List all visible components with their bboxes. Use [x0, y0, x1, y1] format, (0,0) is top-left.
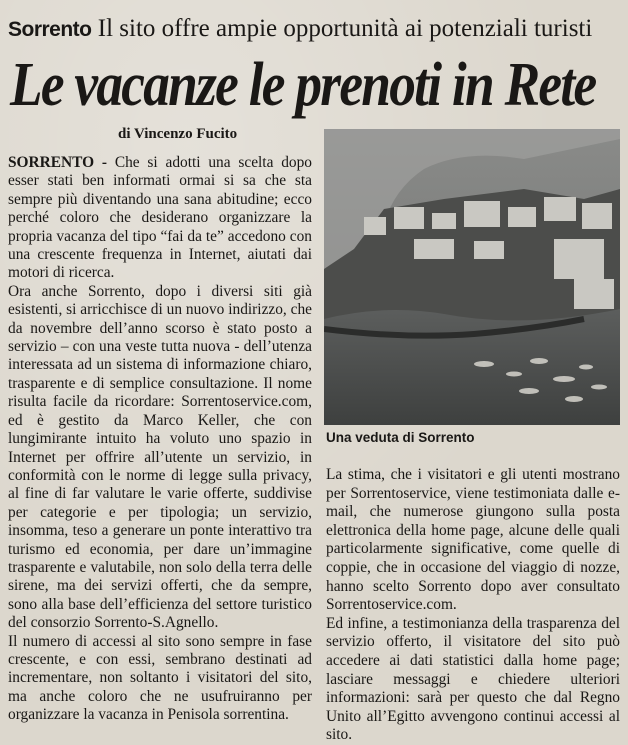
paragraph [8, 154, 312, 283]
kicker-text: Il sito offre ampie opportunità ai potenziali turisti [97, 15, 593, 42]
paragraph-text: Che si adotti una scelta dopo esser stati ben informati ormai si sa che sta sempre più diventando una sana abitudine; ecco perché coloro che desiderano organizzare la propria vacanza del tipo “fai da te” accedono con una crescente frequenza in Internet, aiutati dai motori di ricerca. [8, 154, 312, 282]
paragraph: Ora anche Sorrento, dopo i diversi siti già esistenti, si arricchisce di un nuovo indirizzo, che da novembre dell’anno scorso è stato posto a servizio – con una veste tutta nuova - dell’utenza interessata ad un sistema di informazione chiaro, trasparente e di semplice consultazione. Il nome risulta facile da ricordare: Sorrentoservice.com, ed è gestito da Marco Keller, che con lungimirante intuito ha voluto uno spazio in Internet per offrire all’utente un servizio, in conformità con le norme di legge sulla privacy, al fine di far valutare le varie offerte, suddivise per categorie e per tipologia; un servizio, insomma, teso a generare un ponte interattivo tra turismo ed economia, per dare un’immagine trasparente e valutabile, non solo della terra delle sirene, ma dei servizi offerti, che da sempre, sono alla base dell’efficienza del settore turistico del consorzio Sorrento-S.Agnello. [8, 282, 312, 632]
kicker-place: Sorrento [8, 18, 92, 41]
paragraph: La stima, che i visitatori e gli utenti mostrano per Sorrentoservice, viene testimoniata dalle e-mail, che numerose giungono sulla posta elettronica della home page, alcune delle quali particolarmente significative, come quelle di coppie, che in occasione del viaggio di nozze, hanno scelto Sorrento dopo aver consultato Sorrentoservice.com. [326, 466, 620, 614]
dateline: SORRENTO - [8, 154, 108, 171]
right-column [326, 466, 620, 745]
photo-sorrento-view [324, 129, 620, 425]
paragraph: Il numero di accessi al sito sono sempre in fase crescente, e con essi, sembrano destinati ad incrementare, non soltanto i visitatori del sito, ma anche coloro che ne usufruiranno per organizzare la vacanza in Penisola sorrentina. [8, 632, 312, 724]
headline: Le vacanze le prenoti in Rete [10, 51, 596, 119]
paragraph: Ed infine, a testimonianza della trasparenza del servizio offerto, il visitatore del sito può accedere ai dati statistici dalla home page; lasciare messaggi e chiedere ulteriori informazioni: sarà per questo che dal Regno Unito all’Egitto avvengono continui accessi al sito. [326, 614, 620, 744]
left-column [8, 154, 312, 725]
photo-caption: Una veduta di Sorrento [326, 430, 475, 445]
byline: di Vincenzo Fucito [118, 126, 238, 142]
photo-illustration [324, 129, 620, 425]
kicker-line [8, 14, 620, 45]
